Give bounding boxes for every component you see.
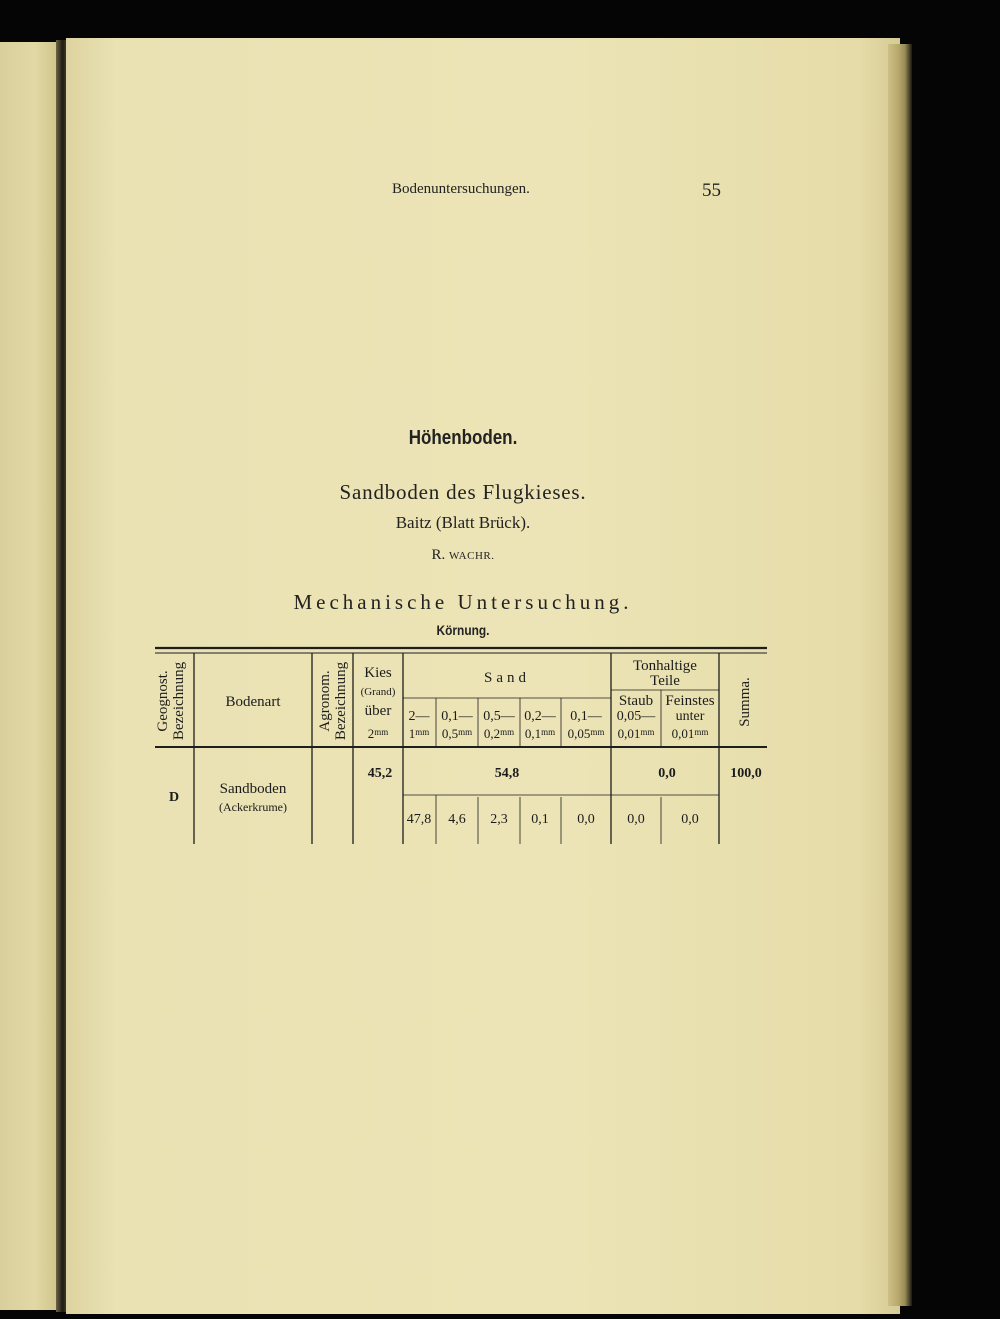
section-heading: Mechanische Untersuchung. xyxy=(293,590,633,614)
header-geognost-2: Bezeichnung xyxy=(171,661,187,741)
cell-summa: 100,0 xyxy=(730,766,762,781)
author-initial: R. xyxy=(431,547,446,563)
fraction-header-bottom: $0,1^{mm}$ xyxy=(524,726,556,741)
cell-geognost: D xyxy=(168,790,180,805)
header-kies-1: Kies xyxy=(364,665,392,681)
header-ton-2: Teile xyxy=(650,673,680,689)
header-kies-2: (Grand) xyxy=(360,686,396,698)
fraction-value: 47,8 xyxy=(406,812,432,827)
fraction-value: 0,0 xyxy=(681,812,699,827)
fraction-header-top: 0,1— xyxy=(441,709,473,724)
fraction-header-bottom: $0,01^{mm}$ xyxy=(617,726,655,741)
location-line: Baitz (Blatt Brück). xyxy=(395,513,531,532)
header-kies-3: über xyxy=(364,703,392,719)
header-agronom-1: Agronom. xyxy=(317,670,333,732)
fraction-value: 0,0 xyxy=(577,812,595,827)
header-feinstes: Feinstes xyxy=(665,693,715,709)
header-summa: Summa. xyxy=(737,677,753,727)
fraction-header-top: 0,05— xyxy=(616,709,656,724)
subsection-heading: Körnung. xyxy=(436,622,490,638)
fraction-header-bottom: $0,05^{mm}$ xyxy=(567,726,605,741)
fraction-header-top: 0,2— xyxy=(524,709,556,724)
fraction-value: 4,6 xyxy=(448,812,466,827)
subtitle: Sandboden des Flugkieses. xyxy=(339,480,587,504)
cell-ton-total: 0,0 xyxy=(658,766,676,781)
fraction-header-top: 2— xyxy=(408,709,430,724)
header-staub: Staub xyxy=(618,693,654,709)
fraction-header-top: 0,1— xyxy=(570,709,602,724)
page-title: Höhenboden. xyxy=(408,427,518,449)
cell-bodenart-note: (Ackerkrume) xyxy=(219,800,287,814)
header-bodenart: Bodenart xyxy=(225,694,281,710)
cell-bodenart: Sandboden xyxy=(219,781,287,797)
header-sand: Sand xyxy=(484,670,530,686)
fraction-header-top: 0,5— xyxy=(483,709,515,724)
cell-sand-total: 54,8 xyxy=(494,766,520,781)
fraction-value: 2,3 xyxy=(490,812,508,827)
page-number: 55 xyxy=(702,180,721,201)
fraction-header-bottom: $0,2^{mm}$ xyxy=(483,726,515,741)
header-kies-4: $2^{mm}$ xyxy=(367,726,389,741)
running-title: Bodenuntersuchungen. xyxy=(392,181,530,197)
author-name: WACHR. xyxy=(449,550,495,562)
fraction-header-top: unter xyxy=(675,709,705,724)
fraction-header-bottom: $0,5^{mm}$ xyxy=(441,726,473,741)
header-geognost-1: Geognost. xyxy=(155,670,171,732)
fraction-header-bottom: $1^{mm}$ xyxy=(408,726,430,741)
header-ton-1: Tonhaltige xyxy=(633,658,697,674)
header-agronom-2: Bezeichnung xyxy=(333,661,349,741)
fraction-value: 0,1 xyxy=(531,812,549,827)
cell-kies-total: 45,2 xyxy=(367,766,393,781)
fraction-value: 0,0 xyxy=(627,812,645,827)
fraction-header-bottom: $0,01^{mm}$ xyxy=(671,726,709,741)
